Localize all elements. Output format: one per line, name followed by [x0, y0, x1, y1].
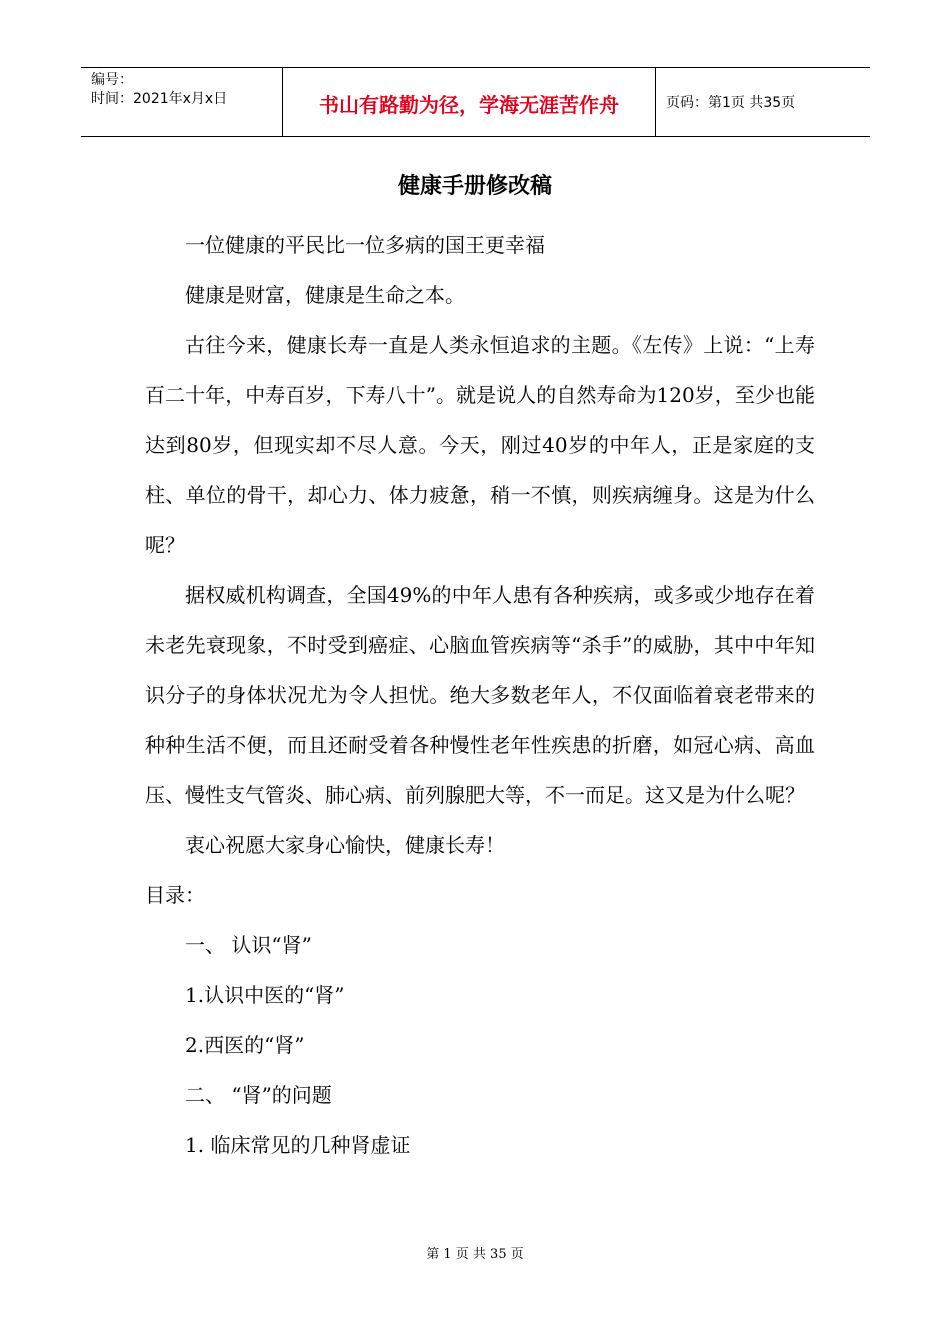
page-header: [81, 67, 870, 137]
header-left-cell: [81, 68, 281, 136]
page-footer: 第 1 页 共 35 页: [426, 1247, 524, 1262]
paragraph-wealth: 健康是财富，健康是生命之本。: [185, 283, 465, 307]
paragraph-longevity: 古往今来，健康长寿一直是人类永恒追求的主题。《左传》上说：“上寿百二十年，中寿百岁，下寿八十”。就是说人的自然寿命为120岁，至少也能达到80岁，但现实却不尽人意。今天，刚过40岁的中年人，正是家庭的支柱、单位的骨干，却心力、体力疲惫，稍一不慎，则疾病缠身。这是为什么呢？: [145, 333, 815, 557]
toc-item: 二、 “肾”的问题: [185, 1083, 332, 1107]
serial-number-label: 编号：: [91, 72, 133, 88]
motto-text: 书山有路勤为径，学海无涯苦作舟: [319, 93, 619, 117]
document-body: [145, 220, 815, 1170]
toc-item: 一、 认识“肾”: [185, 933, 312, 957]
toc-heading: 目录：: [145, 883, 205, 907]
toc-item: 2.西医的“肾”: [185, 1033, 305, 1057]
paragraph-wishes: 衷心祝愿大家身心愉快，健康长寿！: [185, 833, 505, 857]
document-title: 健康手册修改稿: [397, 174, 552, 199]
page-info-text: 页码：第1页 共35页: [666, 95, 796, 111]
toc-item: 1.认识中医的“肾”: [185, 983, 345, 1007]
header-motto-cell: [282, 68, 656, 136]
paragraph-quote: 一位健康的平民比一位多病的国王更幸福: [185, 233, 545, 257]
paragraph-survey: 据权威机构调查，全国49%的中年人患有各种疾病，或多或少地存在着未老先衰现象，不时受到癌症、心脑血管疾病等“杀手”的威胁，其中中年知识分子的身体状况尤为令人担忧。绝大多数老年人，不仅面临着衰老带来的种种生活不便，而且还耐受着各种慢性老年性疾患的折磨，如冠心病、高血压、慢性支气管炎、肺心病、前列腺肥大等，不一而足。这又是为什么呢？: [145, 583, 815, 807]
header-page-cell: [656, 68, 870, 136]
toc-item: 1. 临床常见的几种肾虚证: [185, 1133, 411, 1157]
date-text: 时间：2021年x月x日: [91, 91, 228, 107]
